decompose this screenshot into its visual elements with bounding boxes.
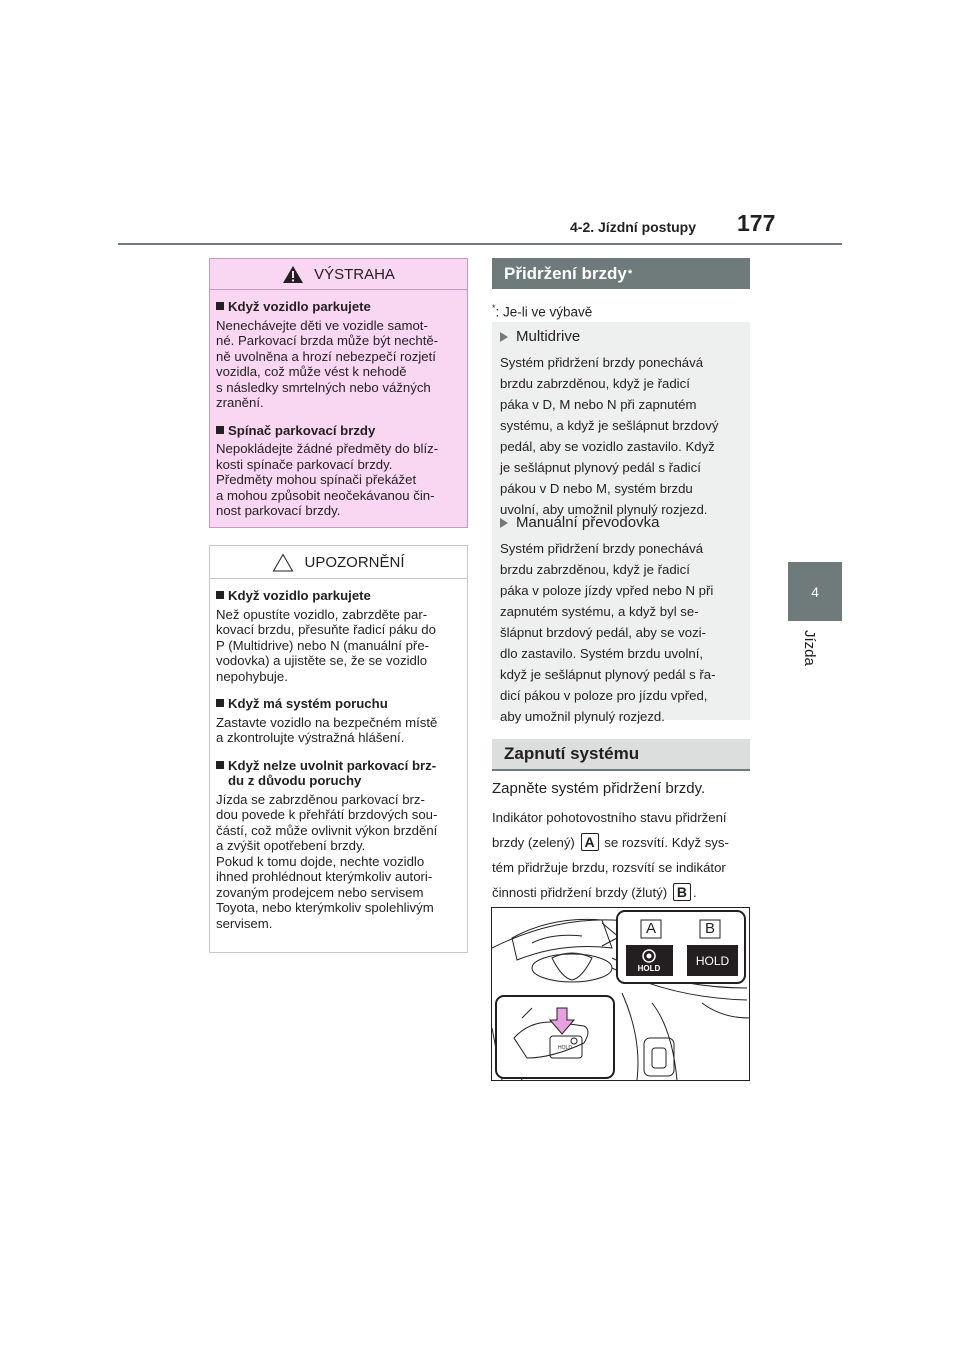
- standby-indicator: HOLD: [637, 964, 661, 973]
- manual-text: Systém přidržení brzdy ponechává brzdu zabrzděnou, když je řadicí páka v poloze jízdy vpřed nebo N při zapnutém systému, a když byl se- šlápnut brzdový pedál, aby se vozi- dlo zastavilo. Systém brzdu uvolní, když je sešlápnut plynový pedál s řa- dicí pákou v poloze pro jízdu vpřed, aby umožnil plynulý rozjezd.: [500, 541, 716, 724]
- multidrive-text: Systém přidržení brzdy ponechává brzdu zabrzděnou, když je řadicí páka v D, M nebo N při zapnutém systému, a když je sešlápnut brzdový pedál, aby se vozidlo zastavilo. Když je sešlápnut plynový pedál s řadicí pákou v D nebo M, systém brzdu uvolní, aby umožnil plynulý rozjezd.: [500, 355, 719, 517]
- caution-text: Než opustíte vozidlo, zabrzděte par- kovací brzdu, přesuňte řadicí páku do P (Multidrive) nebo N (manuální pře- vodovka) a ujistěte se, že se vozidlo nepohybuje.: [216, 606, 436, 684]
- triangle-bullet-icon: [500, 518, 508, 528]
- warning-subheading: Když vozidlo parkujete: [216, 299, 461, 315]
- warning-subheading: Spínač parkovací brzdy: [216, 423, 461, 439]
- chapter-tab: [788, 562, 842, 621]
- warning-text: Nenechávejte děti ve vozidle samot- né. Parkovací brzda může být nechtě- ně uvolněna a hrozí nebezpečí rozjetí vozidla, což může vést k nehodě s následky smrtelných nebo vážných zranění.: [216, 317, 439, 410]
- section-title: 4-2. Jízdní postupy: [570, 219, 697, 235]
- triangle-bullet-icon: [500, 332, 508, 342]
- caution-header: [210, 546, 467, 579]
- caution-subheading: Když vozidlo parkujete: [216, 588, 461, 604]
- caution-subheading: Když nelze uvolnit parkovací brz- du z důvodu poruchy: [216, 758, 461, 789]
- caution-text: Zastavte vozidlo na bezpečném místě a zkontrolujte výstražná hlášení.: [216, 714, 438, 745]
- warning-box: [209, 258, 468, 528]
- caution-title: UPOZORNĚNÍ: [304, 553, 405, 571]
- header-rule: [118, 243, 842, 245]
- bullet-square-icon: [216, 426, 224, 434]
- figure-label-b: B: [704, 920, 715, 937]
- heading-asterisk: *: [627, 267, 633, 280]
- hold-indicator: HOLD: [695, 954, 730, 968]
- caution-text: Jízda se zabrzděnou parkovací brz- dou povede k přehřátí brzdových sou- částí, což může ovlivnit výkon brzdění a zvýšit opotřebení brzdy. Pokud k tomu dojde, nechte vozidlo ihned prohlédnout kterýmkoliv autori- zovaným prodejcem nebo servisem Toyota, nebo kterýmkoliv spolehlivým servisem.: [216, 791, 438, 931]
- hold-switch: HOLD: [558, 1045, 572, 1051]
- chapter-number: 4: [811, 583, 819, 600]
- caution-box: [209, 545, 468, 953]
- figure-label-a: A: [645, 920, 656, 937]
- dashboard-illustration: [491, 907, 750, 1081]
- brake-hold-heading: Přidržení brzdy *: [492, 258, 750, 289]
- warning-title: VÝSTRAHA: [314, 265, 395, 283]
- warning-body: [210, 299, 467, 519]
- enable-step: Zapněte systém přidržení brzdy.: [492, 780, 706, 797]
- footnote: *: Je-li ve výbavě: [492, 303, 593, 320]
- enable-heading: Zapnutí systému: [492, 739, 750, 771]
- bullet-square-icon: [216, 761, 224, 769]
- bullet-square-icon: [216, 699, 224, 707]
- caution-body: [210, 588, 467, 931]
- enable-description: Indikátor pohotovostního stavu přidržení brzdy (zelený) A se rozsvítí. Když sys- tém přidržuje brzdu, rozsvítí se indikátor činnosti přidržení brzdy (žlutý) B .: [492, 810, 729, 900]
- label-a-key: A: [581, 833, 599, 851]
- bullet-square-icon: [216, 591, 224, 599]
- warning-text: Nepokládejte žádné předměty do blíz- kosti spínače parkovací brzdy. Předměty mohou spínači překážet a mohou způsobit neočekávanou čin- nost parkovací brzdy.: [216, 441, 439, 518]
- brake-hold-panel: [492, 322, 750, 724]
- manual-heading: Manuální převodovka: [500, 514, 659, 531]
- warning-header: [210, 259, 467, 290]
- caution-subheading: Když má systém poruchu: [216, 696, 461, 712]
- caution-icon: [272, 553, 294, 572]
- chapter-label: Jízda: [801, 630, 818, 666]
- multidrive-heading: Multidrive: [500, 328, 580, 345]
- bullet-square-icon: [216, 302, 224, 310]
- page-number: 177: [737, 210, 776, 236]
- warning-icon: [282, 265, 304, 284]
- label-b-key: B: [673, 883, 691, 901]
- chapter-label-wrap: [796, 630, 826, 690]
